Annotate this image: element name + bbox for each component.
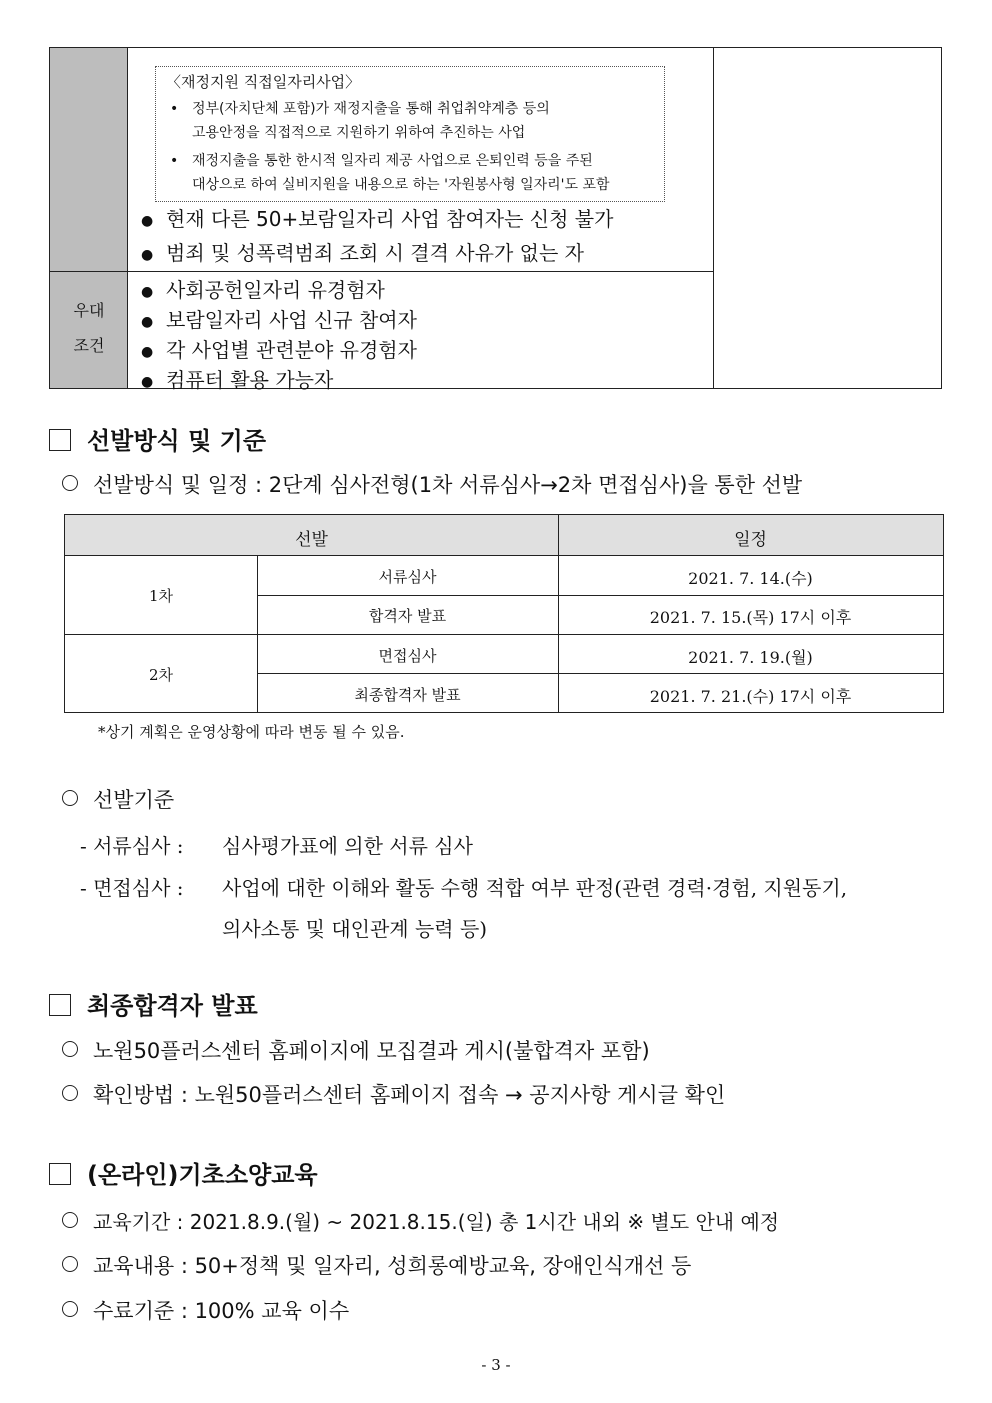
education-item: 수료기준 : 100% 교육 이수 bbox=[62, 1295, 349, 1325]
selection-method: 선발방식 및 일정 : 2단계 심사전형(1차 서류심사→2차 면접심사)을 통한 선발 bbox=[62, 469, 802, 499]
announcement-item: 확인방법 : 노원50플러스센터 홈페이지 접속 → 공지사항 게시글 확인 bbox=[62, 1079, 725, 1109]
table-divider bbox=[257, 595, 943, 596]
preference-item: ● 컴퓨터 활용 가능자 bbox=[141, 368, 334, 392]
table-round-cell: 1차 bbox=[148, 587, 174, 605]
table-date-cell: 2021. 7. 15.(목) 17시 이후 bbox=[649, 608, 852, 627]
preference-item: ● 각 사업별 관련분야 유경험자 bbox=[141, 338, 417, 362]
inset-item: • 재정지출을 통한 한시적 일자리 제공 사업으로 은퇴인력 등을 주된 대상으로 하여 실비지원을 내용으로 하는 '자원봉사형 일자리'도 포함 bbox=[170, 153, 610, 193]
checkbox-square-icon bbox=[49, 1163, 71, 1185]
table-date-cell: 2021. 7. 14.(수) bbox=[688, 569, 813, 588]
circle-bullet-icon bbox=[62, 1301, 78, 1317]
selection-heading: 선발방식 및 기준 bbox=[49, 421, 266, 456]
table-divider bbox=[713, 48, 714, 388]
education-item: 교육내용 : 50+정책 및 일자리, 성희롱예방교육, 장애인식개선 등 bbox=[62, 1250, 691, 1280]
announcement-heading: 최종합격자 발표 bbox=[49, 986, 258, 1021]
circle-bullet-icon bbox=[62, 475, 78, 491]
table-header-cell: 선발 bbox=[295, 530, 328, 550]
table-header-cell: 일정 bbox=[734, 530, 767, 550]
inset-title: 〈재정지원 직접일자리사업〉 bbox=[166, 73, 361, 91]
criteria-title: 선발기준 bbox=[62, 784, 174, 814]
table-round-cell: 2차 bbox=[148, 666, 174, 684]
preference-label: 우대 조건 bbox=[73, 301, 105, 355]
announcement-item: 노원50플러스센터 홈페이지에 모집결과 게시(불합격자 포함) bbox=[62, 1035, 650, 1065]
schedule-note: *상기 계획은 운영상황에 따라 변동 될 수 있음. bbox=[98, 723, 405, 741]
table-step-cell: 최종합격자 발표 bbox=[354, 686, 461, 704]
criteria-text: 심사평가표에 의한 서류 심사 bbox=[222, 834, 473, 858]
table-step-cell: 면접심사 bbox=[378, 647, 437, 665]
circle-bullet-icon bbox=[62, 1256, 78, 1272]
circle-bullet-icon bbox=[62, 1041, 78, 1057]
checkbox-square-icon bbox=[49, 994, 71, 1016]
financial-support-inset bbox=[155, 66, 665, 202]
circle-bullet-icon bbox=[62, 1212, 78, 1228]
table-divider bbox=[65, 634, 943, 635]
education-heading: (온라인)기초소양교육 bbox=[49, 1155, 318, 1190]
criteria-text-continued: 의사소통 및 대인관계 능력 등) bbox=[222, 917, 488, 941]
page-number: - 3 - bbox=[481, 1356, 511, 1374]
criteria-label: - 서류심사 : bbox=[80, 834, 184, 858]
inset-item: • 정부(자치단체 포함)가 재정지출을 통해 취업취약계층 등의 고용안정을 직접적으로 지원하기 위하여 추진하는 사업 bbox=[170, 101, 550, 141]
table-step-cell: 합격자 발표 bbox=[368, 607, 447, 625]
table-divider bbox=[257, 673, 943, 674]
table-row-divider bbox=[50, 271, 713, 272]
checkbox-square-icon bbox=[49, 429, 71, 451]
criteria-label: - 면접심사 : bbox=[80, 876, 184, 900]
criteria-text: 사업에 대한 이해와 활동 수행 적합 여부 판정(관련 경력·경험, 지원동기, bbox=[222, 876, 848, 900]
circle-bullet-icon bbox=[62, 1085, 78, 1101]
requirement-item: ● 범죄 및 성폭력범죄 조회 시 결격 사유가 없는 자 bbox=[141, 241, 584, 265]
preference-item: ● 사회공헌일자리 유경험자 bbox=[141, 278, 385, 302]
circle-bullet-icon bbox=[62, 790, 78, 806]
table-date-cell: 2021. 7. 19.(월) bbox=[688, 648, 813, 667]
eligibility-table bbox=[49, 47, 942, 392]
schedule-table bbox=[64, 514, 944, 713]
education-item: 교육기간 : 2021.8.9.(월) ~ 2021.8.15.(일) 총 1시간 내외 ※ 별도 안내 예정 bbox=[62, 1206, 779, 1235]
table-date-cell: 2021. 7. 21.(수) 17시 이후 bbox=[649, 687, 852, 706]
table-step-cell: 서류심사 bbox=[378, 568, 437, 586]
requirement-item: ● 현재 다른 50+보람일자리 사업 참여자는 신청 불가 bbox=[141, 207, 614, 231]
preference-item: ● 보람일자리 사업 신규 참여자 bbox=[141, 308, 417, 332]
